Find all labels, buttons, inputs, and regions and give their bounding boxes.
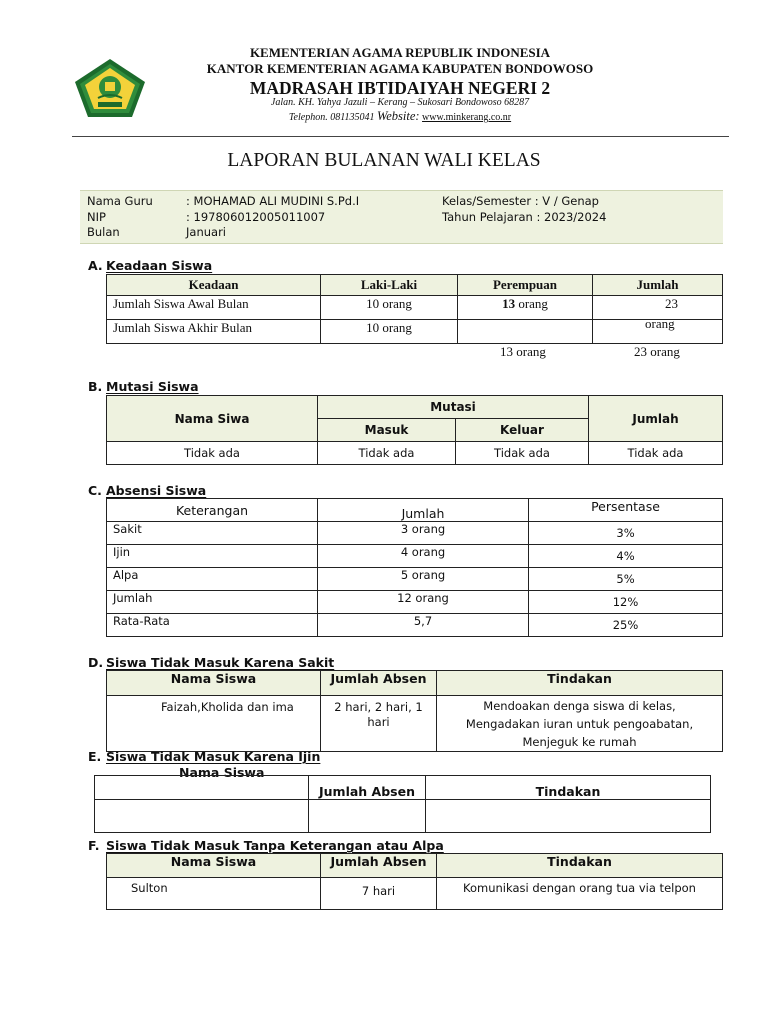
section-title: Mutasi Siswa [106, 379, 199, 394]
section-e-heading [88, 749, 320, 764]
cell-keadaan: Jumlah Siswa Akhir Bulan [107, 320, 321, 344]
header-cell: Nama Siswa [179, 765, 265, 780]
nip-value: : 197806012005011007 [186, 210, 326, 224]
cell-nama: Sulton [107, 878, 321, 910]
header-cell: Tindakan [437, 671, 723, 696]
section-letter: E. [88, 749, 102, 764]
cell-tindakan: Komunikasi dengan orang tua via telpon [437, 878, 723, 910]
header-cell: Keadaan [107, 275, 321, 296]
cell-tindakan: Mendoakan denga siswa di kelas, Mengadakan iuran untuk pengoabatan, Menjeguk ke rumah [437, 696, 723, 752]
cell-keterangan: Jumlah [107, 591, 318, 614]
header-cell: Masuk [318, 419, 456, 442]
cell-keterangan: Rata-Rata [107, 614, 318, 637]
cell-laki: 10 orang [321, 296, 458, 320]
section-f-heading [88, 838, 444, 853]
table-header-row [95, 776, 711, 800]
header-cell: Nama Siswa [107, 671, 321, 696]
nip-label: NIP [87, 210, 106, 224]
table-row [107, 296, 723, 320]
section-letter: B. [88, 379, 103, 394]
cell-jumlah: 5 orang [318, 568, 529, 591]
cell-nama: Faizah,Kholida dan ima [107, 696, 321, 752]
section-letter: D. [88, 655, 104, 670]
cell-perempuan: 13 orang [458, 296, 593, 320]
cell-jumlah: 12 orang [318, 591, 529, 614]
cell-jumlah-absen: 2 hari, 2 hari, 1 hari [321, 696, 437, 752]
cell-jumlah: 5,7 [318, 614, 529, 637]
header-cell: Perempuan [458, 275, 593, 296]
table-row [107, 522, 723, 545]
section-letter: A. [88, 258, 103, 273]
cell-jumlah: 23 orang [593, 320, 723, 344]
header-cell: Persentase [529, 499, 723, 522]
cell-keadaan: Jumlah Siswa Awal Bulan [107, 296, 321, 320]
cell-persentase: 3% [529, 522, 723, 545]
website-label: Website: [376, 109, 420, 123]
cell-jumlah-absen [309, 800, 426, 833]
table-mutasi-siswa [106, 395, 723, 465]
cell-nama [95, 800, 309, 833]
table-row [107, 696, 723, 752]
section-a-heading [88, 258, 212, 273]
section-c-heading [88, 483, 206, 498]
cell-keterangan: Sakit [107, 522, 318, 545]
bulan-label: Bulan [87, 225, 120, 239]
cell-keluar: Tidak ada [456, 442, 589, 465]
letterhead-divider [72, 136, 729, 137]
cell-keterangan: Ijin [107, 545, 318, 568]
table-row [107, 545, 723, 568]
school-name: MADRASAH IBTIDAIYAH NEGERI 2 [249, 78, 551, 98]
cell-laki: 10 orang [321, 320, 458, 344]
section-title: Keadaan Siswa [106, 258, 213, 273]
teacher-info-box [80, 190, 723, 244]
section-title: Siswa Tidak Masuk Karena Ijin [106, 749, 321, 764]
table-siswa-sakit [106, 670, 723, 752]
office-name: KANTOR KEMENTERIAN AGAMA KABUPATEN BONDOWOSO [206, 61, 594, 76]
cell-persentase: 25% [529, 614, 723, 637]
guru-label: Nama Guru [87, 194, 153, 208]
table-row [107, 878, 723, 910]
header-cell: Laki-Laki [321, 275, 458, 296]
table-row [95, 800, 711, 833]
header-cell-blank [95, 776, 309, 800]
cell-keterangan: Alpa [107, 568, 318, 591]
header-cell: Tindakan [426, 776, 711, 800]
report-title: LAPORAN BULANAN WALI KELAS [227, 150, 541, 171]
school-contact [150, 109, 650, 124]
header-cell: Mutasi [318, 396, 589, 419]
header-cell: Jumlah [589, 396, 723, 442]
cell-persentase: 12% [529, 591, 723, 614]
table-header-row [107, 396, 723, 419]
table-absensi-siswa [106, 498, 723, 637]
section-letter: F. [88, 838, 100, 853]
phone-number: Telephon. 081135041 [288, 112, 375, 123]
section-d-heading [88, 655, 334, 670]
header-cell: Jumlah Absen [309, 776, 426, 800]
cell-perempuan: 13 orang [458, 320, 593, 344]
header-cell: Keterangan [107, 499, 318, 522]
table-row [107, 591, 723, 614]
section-title: Siswa Tidak Masuk Tanpa Keterangan atau Alpa [106, 838, 444, 853]
header-cell: Jumlah [593, 275, 723, 296]
header-cell: Jumlah Absen [321, 671, 437, 696]
table-header-row [107, 499, 723, 522]
header-cell: Jumlah Absen [321, 854, 437, 878]
cell-jumlah-absen: 7 hari [321, 878, 437, 910]
section-b-heading [88, 379, 199, 394]
table-header-row [107, 671, 723, 696]
table-header-row [107, 854, 723, 878]
cell-tindakan [426, 800, 711, 833]
cell-nama: Tidak ada [107, 442, 318, 465]
header-cell: Nama Siswa [107, 854, 321, 878]
cell-jumlah: 3 orang [318, 522, 529, 545]
table-row [107, 442, 723, 465]
header-cell: Keluar [456, 419, 589, 442]
table-header-row [107, 275, 723, 296]
cell-jumlah: 23 orang [593, 296, 723, 320]
guru-value: : MOHAMAD ALI MUDINI S.Pd.I [186, 194, 360, 208]
kemenag-logo [74, 58, 146, 118]
website-link[interactable]: www.minkerang.co.nr [422, 112, 512, 123]
ministry-name: KEMENTERIAN AGAMA REPUBLIK INDONESIA [249, 45, 551, 60]
cell-masuk: Tidak ada [318, 442, 456, 465]
bulan-value: Januari [186, 225, 226, 239]
section-title: Absensi Siswa [106, 483, 207, 498]
cell-persentase: 5% [529, 568, 723, 591]
header-cell: Tindakan [437, 854, 723, 878]
table-siswa-ijin [94, 775, 711, 833]
table-row [107, 568, 723, 591]
school-address: Jalan. KH. Yahya Jazuli – Kerang – Sukosari Bondowoso 68287 [270, 97, 530, 108]
cell-jumlah: 4 orang [318, 545, 529, 568]
section-title: Siswa Tidak Masuk Karena Sakit [106, 655, 335, 670]
table-siswa-alpa [106, 853, 723, 910]
section-letter: C. [88, 483, 102, 498]
table-row [107, 614, 723, 637]
table-keadaan-siswa [106, 274, 723, 359]
cell-jumlah: Tidak ada [589, 442, 723, 465]
cell-persentase: 4% [529, 545, 723, 568]
kelas-semester: Kelas/Semester : V / Genap [442, 194, 599, 208]
table-row [107, 320, 723, 344]
header-cell: Nama Siwa [107, 396, 318, 442]
header-cell: Jumlah [318, 499, 529, 522]
tahun-pelajaran: Tahun Pelajaran : 2023/2024 [442, 210, 607, 224]
